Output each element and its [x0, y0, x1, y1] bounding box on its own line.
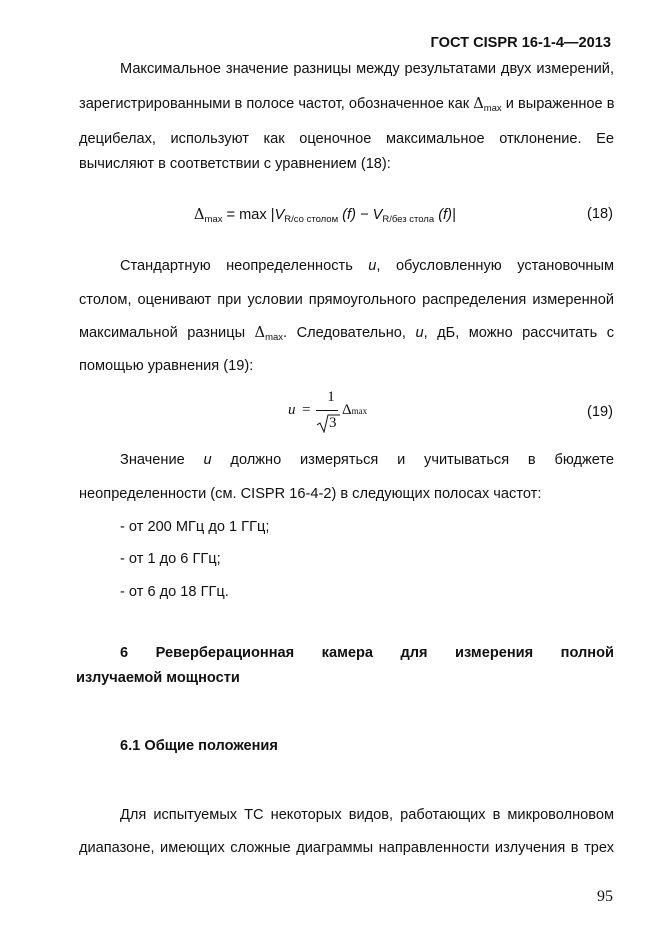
- para3-line1: Значение u должно измеряться и учитываться в бюджете: [120, 452, 614, 468]
- equation-18-number: (18): [587, 206, 613, 222]
- list-item: - от 200 МГц до 1 ГГц;: [120, 519, 270, 535]
- para2-line3: максимальной разницы $\Delta_{max}$. Следовательно, u, дБ, можно рассчитать с: [79, 324, 614, 343]
- equation-18: $\Delta_{max} = \max |V_{R/со столом}$ $(f) - V_{R/без стола}$ (f)|: [194, 206, 456, 225]
- equation-19-number: (19): [587, 404, 613, 420]
- para1-line4: вычисляют в соответствии с уравнением (18):: [79, 156, 391, 172]
- list-item: - от 6 до 18 ГГц.: [120, 584, 229, 600]
- eq19-u: u: [288, 402, 296, 418]
- para2-line1: Стандартную неопределенность u, обусловленную установочным: [120, 258, 615, 274]
- section-6-heading-line2: излучаемой мощности: [76, 670, 240, 686]
- eq19-numerator: 1: [327, 389, 335, 405]
- para2-line4: помощью уравнения (19):: [79, 358, 254, 374]
- section-6-heading-line1: 6 Реверберационная камера для измерения полной: [120, 645, 614, 661]
- document-header: ГОСТ CISPR 16-1-4—2013: [430, 35, 611, 51]
- para2-line2: столом, оценивают при условии прямоугольного распределения измеренной: [79, 292, 614, 308]
- section-6-1-heading: 6.1 Общие положения: [120, 738, 278, 754]
- equation-19: [288, 389, 408, 435]
- para3-line2: неопределенности (см. CISPR 16-4-2) в следующих полосах частот:: [79, 486, 542, 502]
- eq19-fraction-bar: [316, 410, 338, 411]
- eq19-delta: Δmax: [342, 402, 368, 418]
- list-item: - от 1 до 6 ГГц;: [120, 551, 221, 567]
- para4-line2: диапазоне, имеющих сложные диаграммы направленности излучения в трех: [79, 840, 614, 856]
- para1-line2: зарегистрированными в полосе частот, обозначенное как $\Delta_{max}$ и выраженное в: [79, 95, 615, 114]
- eq19-sqrt-arg: 3: [329, 415, 337, 431]
- para1-line3: децибелах, используют как оценочное максимальное отклонение. Ее: [79, 131, 614, 147]
- para1-line1: Максимальное значение разницы между результатами двух измерений,: [120, 61, 614, 77]
- eq19-equals: =: [302, 402, 311, 418]
- para4-line1: Для испытуемых ТС некоторых видов, работающих в микроволновом: [120, 807, 614, 823]
- page-number: 95: [597, 888, 613, 905]
